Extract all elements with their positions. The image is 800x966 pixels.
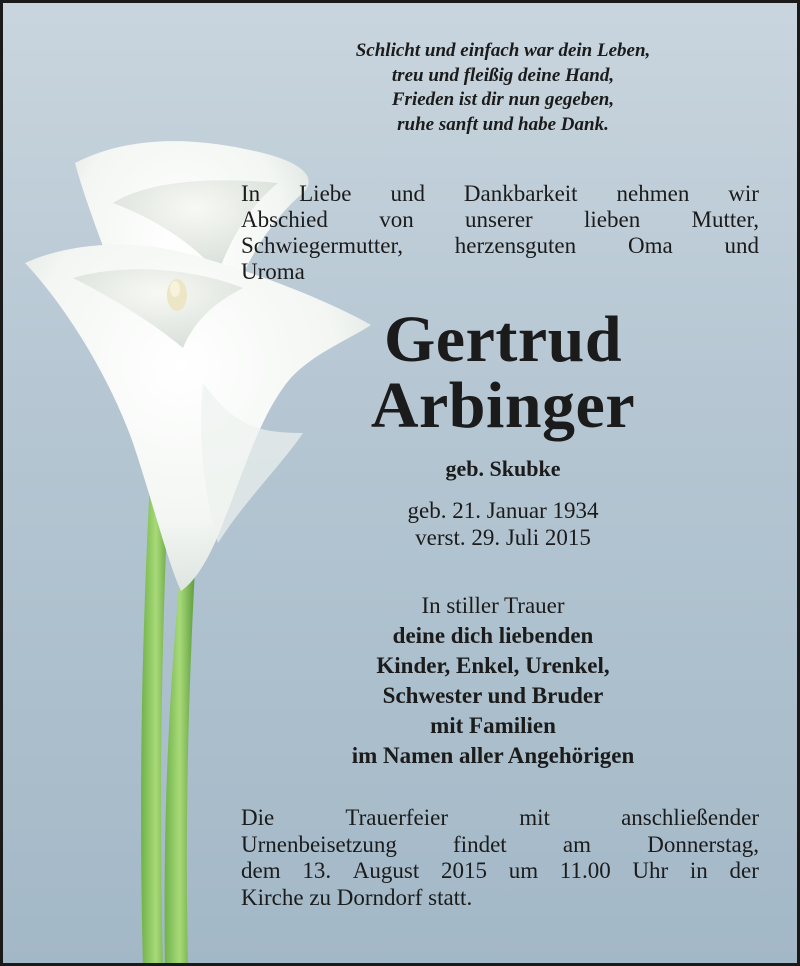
birth-date: geb. 21. Januar 1934 <box>407 498 599 523</box>
poem-line: ruhe sanft und habe Dank. <box>397 113 609 135</box>
life-dates <box>303 497 703 551</box>
mourner-line: Schwester und Bruder <box>382 683 604 708</box>
service-line: dem 13. August 2015 um 11.00 Uhr in der <box>241 858 759 883</box>
maiden-name: geb. Skubke <box>445 456 561 481</box>
service-line: Die Trauerfeier mit anschließender <box>241 805 759 830</box>
first-name: Gertrud <box>383 303 623 376</box>
last-name: Arbinger <box>370 369 636 442</box>
service-line: Urnenbeisetzung findet am Donnerstag, <box>241 831 759 857</box>
intro-line: Abschied von unserer lieben Mutter, <box>241 207 759 232</box>
poem-line: Frieden ist dir nun gegeben, <box>391 89 615 110</box>
service-line: Kirche zu Dorndorf statt. <box>241 884 473 910</box>
intro-line: Uroma <box>241 259 305 284</box>
mourning-intro: In stiller Trauer <box>421 593 565 618</box>
mourner-line: deine dich liebenden <box>392 623 594 648</box>
deceased-name <box>303 303 703 442</box>
intro-line: Schwiegermutter, herzensguten Oma und <box>241 233 759 258</box>
mourner-line: mit Familien <box>430 713 556 738</box>
mourners-list <box>243 621 743 771</box>
intro-line: In Liebe und Dankbarkeit nehmen wir <box>241 181 759 206</box>
funeral-service-info <box>241 805 759 911</box>
mourner-line: Kinder, Enkel, Urenkel, <box>376 653 610 678</box>
poem-line: Schlicht und einfach war dein Leben, <box>355 40 651 61</box>
death-date: verst. 29. Juli 2015 <box>415 525 591 550</box>
poem-line: treu und fleißig deine Hand, <box>391 64 615 86</box>
farewell-intro <box>241 181 759 285</box>
mourner-line: im Namen aller Angehörigen <box>351 743 635 768</box>
poem-verse <box>273 39 733 137</box>
